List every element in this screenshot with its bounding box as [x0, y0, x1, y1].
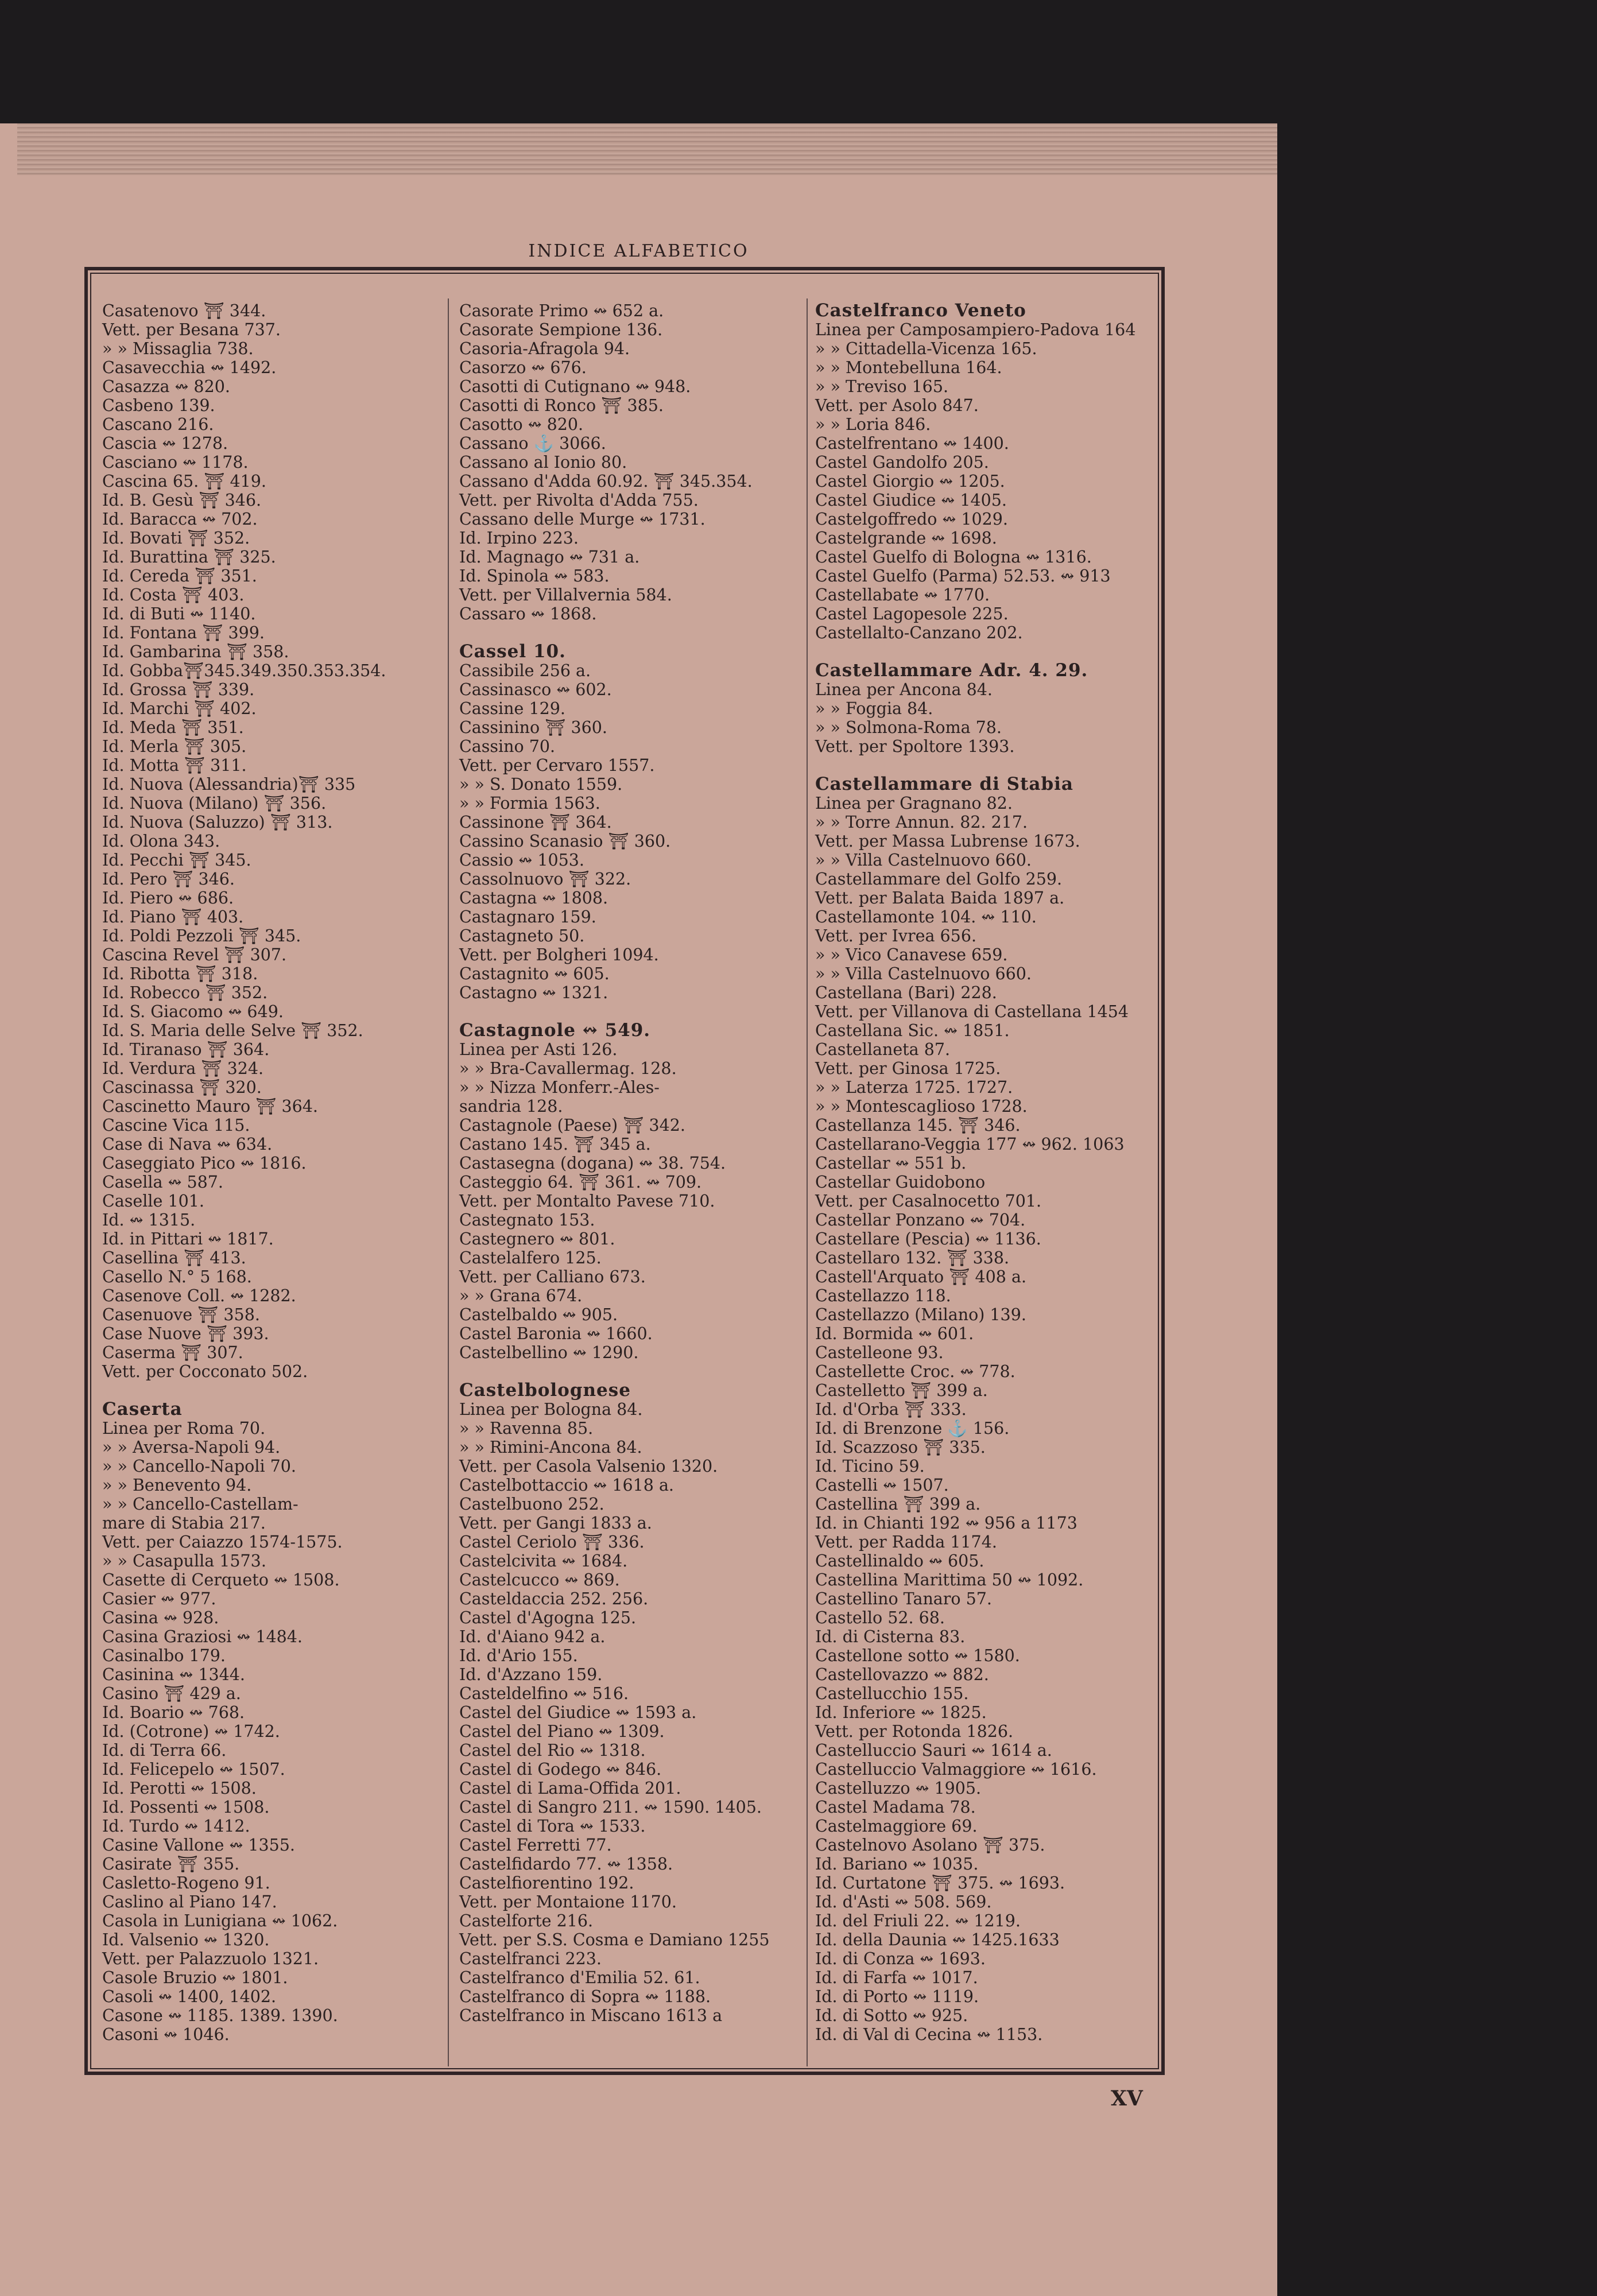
index-entry: Cascina 65. ⛩ 419. [102, 472, 266, 491]
page-edges [17, 123, 1277, 175]
index-entry: Id. Gambarina ⛩ 358. [102, 642, 289, 661]
index-entry: Castelgoffredo ↭ 1029. [815, 510, 1008, 529]
index-entry: Castagneto 50. [459, 926, 585, 945]
index-entry: Id. Poldi Pezzoli ⛩ 345. [102, 926, 301, 945]
index-entry: Id. d'Ario 155. [459, 1646, 578, 1665]
index-entry: Castellabate ↭ 1770. [815, 585, 990, 604]
index-entry: Vett. per Villanova di Castellana 1454 [815, 1002, 1129, 1021]
index-entry: Castellazzo (Milano) 139. [815, 1305, 1026, 1324]
index-entry: Id. Pero ⛩ 346. [102, 870, 235, 889]
index-entry: Casbeno 139. [102, 396, 215, 415]
index-entry: Castellamonte 104. ↭ 110. [815, 907, 1037, 926]
index-entry: Id. ↭ 1315. [102, 1211, 196, 1230]
index-entry: Id. Felicepelo ↭ 1507. [102, 1760, 285, 1779]
index-entry: Casorzo ↭ 676. [459, 358, 587, 377]
index-entry: Castello 52. 68. [815, 1608, 945, 1627]
index-entry: Casletto-Rogeno 91. [102, 1874, 270, 1892]
index-entry: Castegnero ↭ 801. [459, 1230, 615, 1248]
index-entry: Cassano al Ionio 80. [459, 453, 627, 472]
index-heading: Caserta [102, 1399, 183, 1420]
index-entry: Castelfranco di Sopra ↭ 1188. [459, 1987, 711, 2006]
index-entry: Id. d'Orba ⛩ 333. [815, 1400, 967, 1419]
index-entry: Castel d'Agogna 125. [459, 1608, 637, 1627]
index-entry: Cascina Revel ⛩ 307. [102, 945, 287, 964]
index-heading: Cassel 10. [459, 641, 566, 662]
index-entry: Id. Merla ⛩ 305. [102, 737, 247, 756]
index-entry: Caseggiato Pico ↭ 1816. [102, 1154, 307, 1173]
index-entry: » » Villa Castelnuovo 660. [815, 964, 1032, 983]
index-entry: Cassano ⚓ 3066. [459, 434, 606, 453]
page-number: XV [1111, 2086, 1143, 2111]
index-entry: Castellucchio 155. [815, 1684, 969, 1703]
index-entry: Castagnito ↭ 605. [459, 964, 610, 983]
index-entry: Id. Marchi ⛩ 402. [102, 699, 257, 718]
index-entry: Castel del Rio ↭ 1318. [459, 1741, 646, 1760]
index-entry: Castelbottaccio ↭ 1618 a. [459, 1476, 674, 1495]
index-entry: Id. Curtatone ⛩ 375. ↭ 1693. [815, 1874, 1065, 1892]
index-entry: Id. Grossa ⛩ 339. [102, 680, 255, 699]
index-entry: Castellare (Pescia) ↭ 1136. [815, 1230, 1041, 1248]
index-entry: Vett. per Balata Baida 1897 a. [815, 889, 1065, 907]
index-column-1 [102, 301, 447, 2064]
index-entry: Id. Bovati ⛩ 352. [102, 529, 250, 548]
index-entry: Casinalbo 179. [102, 1646, 226, 1665]
index-entry: Id. Robecco ⛩ 352. [102, 983, 268, 1002]
index-entry: Id. della Daunia ↭ 1425.1633 [815, 1930, 1060, 1949]
index-entry: Id. Inferiore ↭ 1825. [815, 1703, 987, 1722]
index-entry: Vett. per Gangi 1833 a. [459, 1514, 652, 1533]
index-entry: Id. Ticino 59. [815, 1457, 925, 1476]
index-entry: » » Vico Canavese 659. [815, 945, 1008, 964]
index-heading: Castellammare Adr. 4. 29. [815, 660, 1088, 681]
index-entry: » » Montebelluna 164. [815, 358, 1002, 377]
index-entry: Id. Cereda ⛩ 351. [102, 567, 257, 585]
index-entry: Vett. per S.S. Cosma e Damiano 1255 [459, 1930, 770, 1949]
index-entry: Id. Baracca ↭ 702. [102, 510, 258, 529]
index-entry: Castel Ferretti 77. [459, 1836, 612, 1855]
index-entry: Castelfiorentino 192. [459, 1874, 634, 1892]
index-entry: Linea per Ancona 84. [815, 680, 993, 699]
index-entry: Castelfranco in Miscano 1613 a [459, 2006, 723, 2025]
index-entry: Id. di Val di Cecina ↭ 1153. [815, 2025, 1043, 2044]
index-entry: » » Formia 1563. [459, 794, 600, 813]
index-entry: Cassinino ⛩ 360. [459, 718, 607, 737]
index-entry: Casteggio 64. ⛩ 361. ↭ 709. [459, 1173, 702, 1192]
index-entry: Id. Irpino 223. [459, 529, 579, 548]
index-entry: Id. Meda ⛩ 351. [102, 718, 244, 737]
index-entry: Castagnole (Paese) ⛩ 342. [459, 1116, 685, 1135]
index-entry: Castel Gandolfo 205. [815, 453, 989, 472]
index-entry: Id. Gobba⛩345.349.350.353.354. [102, 661, 386, 680]
index-entry: Id. Ribotta ⛩ 318. [102, 964, 258, 983]
index-entry: Case Nuove ⛩ 393. [102, 1324, 269, 1343]
index-entry: Id. di Terra 66. [102, 1741, 227, 1760]
index-entry: » » Foggia 84. [815, 699, 933, 718]
index-entry: » » Rimini-Ancona 84. [459, 1438, 642, 1457]
index-entry: Castel Lagopesole 225. [815, 604, 1009, 623]
index-entry: Id. Costa ⛩ 403. [102, 585, 245, 604]
index-entry: Id. di Buti ↭ 1140. [102, 604, 256, 623]
index-entry: Id. Nuova (Milano) ⛩ 356. [102, 794, 327, 813]
index-entry: Vett. per Bolgheri 1094. [459, 945, 659, 964]
entry-gap [815, 642, 1160, 661]
index-entry: Id. Piero ↭ 686. [102, 889, 234, 907]
index-entry: » » Cittadella-Vicenza 165. [815, 339, 1037, 358]
index-entry: Castelfranci 223. [459, 1949, 602, 1968]
index-entry: Id. di Conza ↭ 1693. [815, 1949, 986, 1968]
index-entry: » » Cancello-Napoli 70. [102, 1457, 296, 1476]
index-entry: Castellammare del Golfo 259. [815, 870, 1063, 889]
index-entry: Casazza ↭ 820. [102, 377, 230, 396]
index-entry: Cassine 129. [459, 699, 565, 718]
index-entry: Castel di Lama-Offida 201. [459, 1779, 681, 1798]
index-entry: Id. B. Gesù ⛩ 346. [102, 491, 262, 510]
index-entry: » » Benevento 94. [102, 1476, 252, 1495]
index-entry: Linea per Bologna 84. [459, 1400, 643, 1419]
index-entry: Id. Olona 343. [102, 832, 220, 851]
index-entry: » » Solmona-Roma 78. [815, 718, 1002, 737]
index-entry: Castellanza 145. ⛩ 346. [815, 1116, 1021, 1135]
index-entry: Castel Baronia ↭ 1660. [459, 1324, 653, 1343]
index-entry: Cassinone ⛩ 364. [459, 813, 612, 832]
index-entry: Linea per Camposampiero-Padova 164 [815, 320, 1136, 339]
index-entry: Id. Fontana ⛩ 399. [102, 623, 265, 642]
index-entry: » » Laterza 1725. 1727. [815, 1078, 1013, 1097]
index-entry: Vett. per Radda 1174. [815, 1533, 997, 1552]
index-entry: Caslino al Piano 147. [102, 1892, 277, 1911]
index-entry: Castell'Arquato ⛩ 408 a. [815, 1267, 1027, 1286]
index-entry: Casoria-Afragola 94. [459, 339, 630, 358]
index-entry: Castelnovo Asolano ⛩ 375. [815, 1836, 1045, 1855]
index-entry: Castellana (Bari) 228. [815, 983, 997, 1002]
index-entry: Casenuove ⛩ 358. [102, 1305, 260, 1324]
index-entry: Id. Bariano ↭ 1035. [815, 1855, 979, 1874]
index-entry: Id. Bormida ↭ 601. [815, 1324, 974, 1343]
index-entry: » » Cancello-Castellam- [102, 1495, 299, 1514]
index-entry: Id. Perotti ↭ 1508. [102, 1779, 257, 1798]
index-entry: Cassino 70. [459, 737, 556, 756]
index-entry: Casteldaccia 252. 256. [459, 1589, 649, 1608]
index-entry: Case di Nava ↭ 634. [102, 1135, 273, 1154]
index-heading: Castelbolognese [459, 1380, 631, 1401]
index-entry: Castelcucco ↭ 869. [459, 1570, 620, 1589]
index-entry: » » Torre Annun. 82. 217. [815, 813, 1028, 832]
index-entry: Vett. per Palazzuolo 1321. [102, 1949, 319, 1968]
index-entry: Castellazzo 118. [815, 1286, 951, 1305]
index-entry: Castelcivita ↭ 1684. [459, 1552, 628, 1570]
index-entry: » » Ravenna 85. [459, 1419, 594, 1438]
index-entry: Casorate Sempione 136. [459, 320, 663, 339]
index-entry: Vett. per Besana 737. [102, 320, 281, 339]
index-entry: » » Aversa-Napoli 94. [102, 1438, 281, 1457]
index-entry: Castellina ⛩ 399 a. [815, 1495, 981, 1514]
index-heading: Castagnole ↭ 549. [459, 1020, 651, 1041]
index-entry: Id. Scazzoso ⛩ 335. [815, 1438, 986, 1457]
index-entry: Id. Verdura ⛩ 324. [102, 1059, 264, 1078]
index-entry: Cascano 216. [102, 415, 214, 434]
index-entry: Castelluccio Valmaggiore ↭ 1616. [815, 1760, 1097, 1779]
index-entry: Vett. per Spoltore 1393. [815, 737, 1015, 756]
index-entry: » » Casapulla 1573. [102, 1552, 266, 1570]
index-entry: Castelluzzo ↭ 1905. [815, 1779, 982, 1798]
index-entry: Linea per Gragnano 82. [815, 794, 1013, 813]
index-entry: Vett. per Caiazzo 1574-1575. [102, 1533, 343, 1552]
index-entry: Casole Bruzio ↭ 1801. [102, 1968, 288, 1987]
index-entry: Id. Turdo ↭ 1412. [102, 1817, 250, 1836]
index-entry: Castelbuono 252. [459, 1495, 604, 1514]
index-entry: Cascinassa ⛩ 320. [102, 1078, 262, 1097]
index-entry: Castelleone 93. [815, 1343, 944, 1362]
index-entry: Vett. per Rotonda 1826. [815, 1722, 1014, 1741]
index-entry: » » Villa Castelnuovo 660. [815, 851, 1032, 870]
index-entry: Cassolnuovo ⛩ 322. [459, 870, 631, 889]
index-entry: » » Nizza Monferr.-Ales- [459, 1078, 660, 1097]
index-entry: Vett. per Casalnocetto 701. [815, 1192, 1042, 1211]
index-entry: Casone ↭ 1185. 1389. 1390. [102, 2006, 338, 2025]
index-entry: Vett. per Montalto Pavese 710. [459, 1192, 715, 1211]
index-entry: Vett. per Ginosa 1725. [815, 1059, 1001, 1078]
index-entry: Casello N.° 5 168. [102, 1267, 252, 1286]
index-entry: Vett. per Cocconato 502. [102, 1362, 308, 1381]
index-entry: » » Bra-Cavallermag. 128. [459, 1059, 677, 1078]
index-entry: Castasegna (dogana) ↭ 38. 754. [459, 1154, 726, 1173]
index-entry: Castel Madama 78. [815, 1798, 976, 1817]
index-entry: Casoli ↭ 1400, 1402. [102, 1987, 277, 2006]
index-entry: Castel Guelfo di Bologna ↭ 1316. [815, 548, 1092, 567]
index-entry: Id. Possenti ↭ 1508. [102, 1798, 270, 1817]
column-divider [807, 298, 808, 2066]
index-entry: Id. d'Asti ↭ 508. 569. [815, 1892, 992, 1911]
index-entry: Cascinetto Mauro ⛩ 364. [102, 1097, 318, 1116]
index-entry: Id. Pecchi ⛩ 345. [102, 851, 251, 870]
index-entry: Castagno ↭ 1321. [459, 983, 608, 1002]
entry-gap [459, 1002, 804, 1021]
index-entry: Castagnaro 159. [459, 907, 596, 926]
index-entry: Castellette Croc. ↭ 778. [815, 1362, 1015, 1381]
index-entry: Vett. per Villalvernia 584. [459, 585, 672, 604]
index-entry: Id. Burattina ⛩ 325. [102, 548, 276, 567]
index-entry: Castellar Guidobono [815, 1173, 986, 1192]
entry-gap [102, 1381, 447, 1400]
index-entry: Casinina ↭ 1344. [102, 1665, 245, 1684]
running-head: INDICE ALFABETICO [528, 241, 749, 261]
index-entry: Casola in Lunigiana ↭ 1062. [102, 1911, 338, 1930]
index-entry: Castel Giudice ↭ 1405. [815, 491, 1007, 510]
index-entry: » » Treviso 165. [815, 377, 949, 396]
index-entry: Castellalto-Canzano 202. [815, 623, 1023, 642]
index-entry: Linea per Asti 126. [459, 1040, 618, 1059]
index-entry: Castel Giorgio ↭ 1205. [815, 472, 1005, 491]
index-entry: Castellovazzo ↭ 882. [815, 1665, 989, 1684]
index-entry: Casina Graziosi ↭ 1484. [102, 1627, 303, 1646]
index-entry: Id. d'Azzano 159. [459, 1665, 603, 1684]
index-heading: Castellammare di Stabia [815, 774, 1074, 794]
index-entry: Caselle 101. [102, 1192, 204, 1211]
index-entry: Castel del Piano ↭ 1309. [459, 1722, 665, 1741]
index-entry: Castagna ↭ 1808. [459, 889, 608, 907]
index-entry: Castel Ceriolo ⛩ 336. [459, 1533, 645, 1552]
index-entry: Vett. per Massa Lubrense 1673. [815, 832, 1080, 851]
index-entry: » » Missaglia 738. [102, 339, 254, 358]
index-entry: Castel Guelfo (Parma) 52.53. ↭ 913 [815, 567, 1111, 585]
index-entry: » » Loria 846. [815, 415, 931, 434]
column-divider [448, 298, 449, 2066]
index-entry: mare di Stabia 217. [102, 1514, 266, 1533]
index-entry: Cassaro ↭ 1868. [459, 604, 597, 623]
index-entry: Casotto ↭ 820. [459, 415, 584, 434]
index-entry: Castelli ↭ 1507. [815, 1476, 949, 1495]
index-entry: Vett. per Ivrea 656. [815, 926, 977, 945]
index-entry: Casino ⛩ 429 a. [102, 1684, 241, 1703]
index-entry: Casciano ↭ 1178. [102, 453, 249, 472]
index-entry: Vett. per Asolo 847. [815, 396, 979, 415]
index-entry: Castelfranco d'Emilia 52. 61. [459, 1968, 700, 1987]
index-entry: Id. Magnago ↭ 731 a. [459, 548, 640, 567]
index-entry: Cassano d'Adda 60.92. ⛩ 345.354. [459, 472, 753, 491]
index-entry: Casoni ↭ 1046. [102, 2025, 230, 2044]
index-entry: Castellinaldo ↭ 605. [815, 1552, 984, 1570]
index-entry: Castelbaldo ↭ 905. [459, 1305, 618, 1324]
index-entry: Castellaneta 87. [815, 1040, 951, 1059]
index-entry: Cassibile 256 a. [459, 661, 591, 680]
index-entry: Castellina Marittima 50 ↭ 1092. [815, 1570, 1084, 1589]
index-entry: Cassio ↭ 1053. [459, 851, 584, 870]
index-entry: Castelgrande ↭ 1698. [815, 529, 997, 548]
index-entry: Casellina ⛩ 413. [102, 1248, 246, 1267]
index-entry: Id. Nuova (Alessandria)⛩ 335 [102, 775, 356, 794]
index-entry: Id. Nuova (Saluzzo) ⛩ 313. [102, 813, 333, 832]
entry-gap [459, 1362, 804, 1381]
index-entry: Id. (Cotrone) ↭ 1742. [102, 1722, 280, 1741]
index-entry: » » S. Donato 1559. [459, 775, 623, 794]
index-entry: Id. Piano ⛩ 403. [102, 907, 244, 926]
index-entry: Id. S. Giacomo ↭ 649. [102, 1002, 284, 1021]
index-entry: Casine Vallone ↭ 1355. [102, 1836, 295, 1855]
index-entry: Cassino Scanasio ⛩ 360. [459, 832, 671, 851]
index-entry: Castelfidardo 77. ↭ 1358. [459, 1855, 673, 1874]
index-entry: Casatenovo ⛩ 344. [102, 301, 266, 320]
index-entry: Castellar ↭ 551 b. [815, 1154, 967, 1173]
index-entry: Castelalfero 125. [459, 1248, 602, 1267]
index-entry: Castellar Ponzano ↭ 704. [815, 1211, 1026, 1230]
index-entry: Castelbellino ↭ 1290. [459, 1343, 639, 1362]
index-entry: » » Montescaglioso 1728. [815, 1097, 1028, 1116]
index-entry: Vett. per Montaione 1170. [459, 1892, 677, 1911]
index-entry: Casavecchia ↭ 1492. [102, 358, 277, 377]
index-entry: Castelletto ⛩ 399 a. [815, 1381, 988, 1400]
index-heading: Castelfranco Veneto [815, 300, 1026, 321]
index-entry: Id. di Sotto ↭ 925. [815, 2006, 968, 2025]
index-column-2 [459, 301, 804, 2064]
index-entry: Id. del Friuli 22. ↭ 1219. [815, 1911, 1021, 1930]
index-entry: Vett. per Cervaro 1557. [459, 756, 655, 775]
index-entry: Id. di Brenzone ⚓ 156. [815, 1419, 1010, 1438]
entry-gap [459, 623, 804, 642]
index-entry: Castelmaggiore 69. [815, 1817, 978, 1836]
index-entry: Casenove Coll. ↭ 1282. [102, 1286, 296, 1305]
index-column-3 [815, 301, 1160, 2064]
index-entry: Castellaro 132. ⛩ 338. [815, 1248, 1010, 1267]
index-entry: Castellone sotto ↭ 1580. [815, 1646, 1020, 1665]
index-entry: Castano 145. ⛩ 345 a. [459, 1135, 651, 1154]
index-entry: Castelforte 216. [459, 1911, 594, 1930]
index-entry: Castellarano-Veggia 177 ↭ 962. 1063 [815, 1135, 1125, 1154]
index-entry: Id. in Chianti 192 ↭ 956 a 1173 [815, 1514, 1077, 1533]
index-entry: Casotti di Ronco ⛩ 385. [459, 396, 664, 415]
index-entry: Id. in Pittari ↭ 1817. [102, 1230, 274, 1248]
index-entry: Id. d'Aiano 942 a. [459, 1627, 606, 1646]
index-entry: Casina ↭ 928. [102, 1608, 219, 1627]
index-entry: Casorate Primo ↭ 652 a. [459, 301, 664, 320]
index-entry: Casotti di Cutignano ↭ 948. [459, 377, 691, 396]
index-entry: Cassano delle Murge ↭ 1731. [459, 510, 706, 529]
index-entry: Casette di Cerqueto ↭ 1508. [102, 1570, 340, 1589]
entry-gap [815, 756, 1160, 775]
index-entry: Cascia ↭ 1278. [102, 434, 228, 453]
index-entry: Casteldelfino ↭ 516. [459, 1684, 629, 1703]
index-entry: Castel di Godego ↭ 846. [459, 1760, 662, 1779]
index-entry: Vett. per Casola Valsenio 1320. [459, 1457, 718, 1476]
index-entry: Castel di Tora ↭ 1533. [459, 1817, 646, 1836]
index-entry: Id. di Farfa ↭ 1017. [815, 1968, 978, 1987]
index-entry: Id. S. Maria delle Selve ⛩ 352. [102, 1021, 363, 1040]
index-entry: Caserma ⛩ 307. [102, 1343, 243, 1362]
index-entry: Id. di Porto ↭ 1119. [815, 1987, 979, 2006]
index-entry: Castellana Sic. ↭ 1851. [815, 1021, 1010, 1040]
index-entry: Castellino Tanaro 57. [815, 1589, 992, 1608]
index-entry: Cascine Vica 115. [102, 1116, 250, 1135]
index-entry: Id. Motta ⛩ 311. [102, 756, 247, 775]
index-entry: Casier ↭ 977. [102, 1589, 216, 1608]
index-entry: sandria 128. [459, 1097, 563, 1116]
index-entry: Id. Boario ↭ 768. [102, 1703, 245, 1722]
index-entry: Castel del Giudice ↭ 1593 a. [459, 1703, 697, 1722]
index-entry: Casella ↭ 587. [102, 1173, 223, 1192]
index-entry: Id. Tiranaso ⛩ 364. [102, 1040, 270, 1059]
index-entry: Castelfrentano ↭ 1400. [815, 434, 1009, 453]
index-entry: Vett. per Rivolta d'Adda 755. [459, 491, 699, 510]
index-entry: Castel di Sangro 211. ↭ 1590. 1405. [459, 1798, 762, 1817]
index-entry: Id. di Cisterna 83. [815, 1627, 966, 1646]
index-entry: Linea per Roma 70. [102, 1419, 266, 1438]
index-entry: Id. Valsenio ↭ 1320. [102, 1930, 270, 1949]
index-entry: » » Grana 674. [459, 1286, 583, 1305]
index-entry: Castelluccio Sauri ↭ 1614 a. [815, 1741, 1052, 1760]
index-entry: Id. Spinola ↭ 583. [459, 567, 610, 585]
index-entry: Castegnato 153. [459, 1211, 595, 1230]
index-entry: Vett. per Calliano 673. [459, 1267, 646, 1286]
index-entry: Cassinasco ↭ 602. [459, 680, 612, 699]
index-entry: Casirate ⛩ 355. [102, 1855, 240, 1874]
